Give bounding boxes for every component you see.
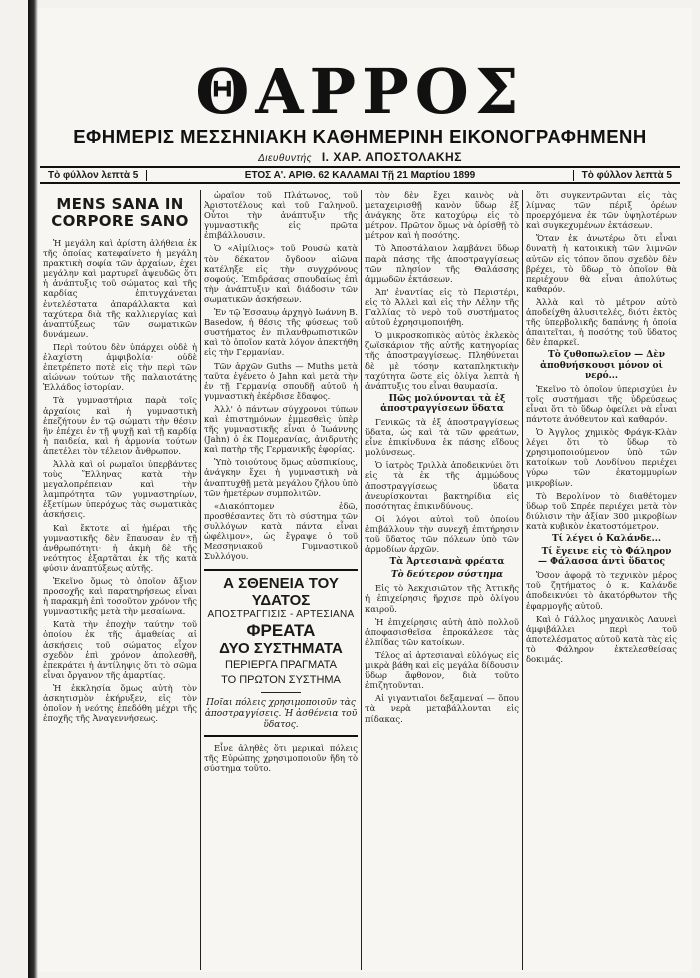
section-subhead: Τί ἔγεινε εἰς τὸ Φάληρον — Φάλασσα ἀντὶ ὕδατος (538, 547, 672, 568)
short-rule (261, 692, 301, 693)
paragraph: Τέλος αἱ ἀρτεσιαναὶ εὐλόγως εἰς μικρὰ βάθη καὶ εἰς μεγάλα δίδουσιν ὕδωρ ἄφθονον, διὰ τοῦτο ἐπιζητοῦνται. (365, 649, 519, 691)
director-name: Ι. ΧΑΡ. ΑΠΟΣΤΟΛΑΚΗΣ (321, 150, 462, 164)
paragraph: Ἀλλ' ὁ πάντων σύγχρονοι τύπων καὶ ἐπιστημόνων ἐμμεσθεὶς ὑπὲρ τῆς γυμναστικῆς εἶναι ὁ Ἰωάννης (Jahn) ὁ ἐκ Πομερανίας, ἀνιδρυτὴς καὶ πατὴρ τῆς Γερμανικῆς ἐφορίας. (204, 403, 358, 455)
paragraph: Ὁ μικροσκοπικὸς αὐτὸς ἐκλεκὸς ζωϊσκάριον τῆς αὐτῆς κατηγορίας τῆς ἀποστραγγίσεως. Πληθύνεται δὲ μὲ τόσην καταπληκτικὴν ταχύτητα ὥστε εἰς ὀλίγα λεπτὰ ἡ ἀνάπτυξις του εἶναι θαυμασία. (365, 330, 519, 391)
director-line (40, 150, 680, 164)
ad-subtitle: ΑΠΟΣΤΡΑΓΓΙΣΙΣ - ΑΡΤΕΣΙΑΝΑ (207, 609, 355, 621)
price-right: Τὸ φύλλον λεπτὰ 5 (581, 169, 672, 181)
paragraph: Ἐν τῷ Ἐσσαυῳ ἀρχηγὸ Ιωάννη B. Basedow, ἡ θέσις τῆς φύσεως τοῦ συστήματος ἐν πιλανθρωπιστικῶν καὶ τὸ ὁποῖον κατὰ λόγον ἀπεκτήθη εἰς τὴν Γερμανίαν. (204, 307, 358, 358)
article-headline: MENS SANA IN CORPORE SANO (51, 195, 189, 230)
paragraph: Οἱ λόγοι αὐτοὶ τοῦ ὁποίου ἐπιβάλλουν τὴν συνεχῆ ἐπιτήρησιν τοῦ ὕδατος τῶν πόλεων ὑπὸ τῶν ἁρμοδίων ἀρχῶν. (365, 513, 519, 555)
paragraph: Ὅταν ἐκ ἀνωτέρω ὅτι εἶναι δυνατὴ ἡ κατοικικὴ τῶν λιμνῶν αὐτῶν εἰς τόπον ὅπου σχεδὸν δὲν βρέχει, τὸ ὕδωρ τὸ ὁποῖον θὰ περιέχουν θὰ εἶναι ἀπολύτως καθαρόν. (526, 233, 677, 294)
issue-info-bar (40, 166, 680, 184)
price-left: Τὸ φύλλον λεπτὰ 5 (48, 169, 139, 181)
newspaper-title: ΘΑΡΡΟΣ (195, 55, 525, 128)
page-edge-shadow (28, 0, 38, 978)
water-article-header (204, 569, 358, 737)
paragraph: Τὰ γυμναστήρια παρὰ τοῖς ἀρχαίοις καὶ ἡ γυμναστικὴ ἐπεζήτουν ἐν τῷ σώματι τὴν θέσιν ἣν ἐπέχει ἐν τῇ ψυχῇ καὶ τῇ καρδίᾳ ἡ παιδεία, καὶ ἡ ἀρμονία τούτων ἀπετέλει τὸν τέλειον ἄνθρωπον. (43, 395, 197, 456)
paragraph: Τὸ Ἀποστάλαιον λαμβάνει ὕδωρ παρὰ πάσης τῆς ἀποστραγγίσεως τῶν πλησίον τῆς Θαλάσσης ἀμμωδῶν ἐκτάσεων. (365, 243, 519, 284)
article-columns (40, 190, 680, 970)
paragraph: Τῶν ἀρχῶν Guths — Muths μετὰ ταῦτα ἐγένετο ὁ Jahn καὶ μετὰ τὴν ἐν τῇ Γερμανίᾳ σπουδῇ αὐτοῦ ἡ γυμναστικὴ ἐκέρδισε ἔδαφος. (204, 360, 358, 401)
paragraph: Καὶ ἔκτοτε αἱ ἡμέραι τῆς γυμναστικῆς δὲν ἔπαυσαν ἐν τῇ ἀνθρωπότητι· ἡ ἀκμὴ δὲ τῆς νεότητος ἐξαρτᾶται ἐκ τῆς κατὰ φύσιν ἀναπτύξεως αὐτῆς. (43, 522, 197, 573)
paragraph: Ὁ «Αἰμίλιος» τοῦ Ρουσὼ κατὰ τὸν δέκατον ὄγδοον αἰῶνα κατέληξε εἰς τὴν συγχρόνους σοφούς. Ἐπιδράσας σπουδαίως ἐπὶ τὴν ἀνάπτυξιν καὶ διάδοσιν τῶν σωματικῶν ἀσκήσεων. (204, 243, 358, 304)
paragraph: Ὅσον ἀφορᾷ τὸ τεχνικὸν μέρος τοῦ ζητήματος ὁ κ. Καλάνδε ἀποδεικνύει τὸ ἀκατόρθωτον τῆς ἐφαρμογῆς αὐτοῦ. (526, 570, 677, 611)
issue-details: ΕΤΟΣ Α'. ΑΡΙΘ. 62 ΚΑΛΑΜΑΙ Τῇ 21 Μαρτίου 1899 (146, 170, 573, 181)
section-subhead: Πῶς μολύνονται τὰ ἐξ ἀποστραγγίσεων ὕδατα (380, 393, 506, 414)
column-2 (201, 190, 361, 970)
section-subhead: Τὸ δεύτερον σύστημα (390, 570, 504, 581)
paragraph: Ἡ μεγάλη καὶ ἀρίστη ἀλήθεια ἐκ τῆς ὁποίας κατεφαίνετο ἡ μεγάλη πρακτικὴ σοφία τῶν ἀρχαίων, ἐχει μεγάλην καὶ μαρτυρεῖ ἀψευδῶς ὅτι ἡ ἀνάπτυξις τοῦ σώματος καὶ τῆς καρδίας ἐπιτυγχάνεται ἐντελέστατα ἀπαράλλακτα καὶ ταχύτερα διὰ τῆς καλλιεργίας καὶ ἀναπτύξεως τῶν σωματικῶν δυνάμεων. (43, 238, 197, 339)
director-label: Διευθυντής (258, 153, 312, 164)
ad-note: Ποῖαι πόλεις χρησιμοποιοῦν τὰς ἀποστραγγίσεις. Ἡ ἀσθένεια τοῦ ὕδατος. (204, 698, 358, 731)
paragraph: Ἡ ἐπιχείρησις αὐτὴ ἀπὸ πολλοῦ ἀποφασισθεῖσα ἐπροκάλεσε τὰς ἐλπίδας τῶν κατοίκων. (365, 616, 519, 647)
paragraph: Ἡ ἐκκλησία ὅμως αὐτὴ τὸν ἀσκητισμὸν ἐκήρυξεν, εἰς τὸν ὁποῖον ἡ νεότης ἐπεδόθη μέχρι τῆς ἐποχῆς τῆς Ἀναγεννήσεως. (43, 682, 197, 724)
column-4 (523, 190, 680, 970)
paragraph: Περὶ τούτου δὲν ὑπάρχει οὐδὲ ἡ ἐλαχίστη ἀμφιβολία· οὐδὲ ἐπετρέπετο ποτὲ εἰς τὴν περὶ τῶν αἰώνων τούτων τῆς παλαιοτάτης Ἑλλάδος ἱστορίαν. (43, 341, 197, 393)
section-subhead: Τί λέγει ὁ Καλάνδε... (551, 534, 662, 544)
paragraph: Καὶ ὁ Γάλλος μηχανικὸς Λαυνεὶ ἀμφιβάλλει περὶ τοῦ ἀποτελέσματος αὐτοῦ κατὰ τὰς εἰς τὸ Φάληρον ἐκτελεσθείσας δοκιμάς. (526, 613, 677, 665)
paragraph: Ὑπὸ τοιούτους ὅμως αὐσπικίους, ἀνάγκην ἔχει ἡ γυμναστικὴ νὰ ἀναπτυχθῇ μετὰ μεγάλου ζήλου ὑπὸ τῶν ἡμετέρων συμπολιτῶν. (204, 457, 359, 498)
paragraph: Ἀλλὰ καὶ τὸ μέτρον αὐτὸ ἀποδείχθη ἀλυσιτελές, διότι ἐκτὸς τῆς ὑπερβολικῆς δαπάνης ἡ ὁποία ἀπαιτεῖται, ἡ ποσότης τοῦ ὕδατος δὲν ἐπαρκεῖ. (526, 296, 677, 348)
paragraph: «Διακόπτομεν ἐδῶ, προσθέσαντες ὅτι τὸ σύστημα τῶν συλλόγων κατὰ πάντα εἶναι ὠφέλιμον», ὡς ἔγραψε ὁ τοῦ Μεσσηνιακοῦ Γυμναστικοῦ Συλλόγου. (204, 500, 358, 562)
paragraph: Ἐκεῖνο ὅμως τὸ ὁποῖον ἄξιον προσοχῆς καὶ παρατηρήσεως εἶναι ἡ παρακμὴ ἐπὶ τοσοῦτον χρόνον τῆς γυμναστικῆς μετὰ τὴν μεσαίωνα. (43, 576, 197, 617)
section-subhead: Τὸ ζυθοπωλεῖον — Δὲν ἀποθνήσκουσι μόνον οἱ νερό... (540, 350, 665, 381)
paragraph: Εἶνε ἀληθὲς ὅτι μερικαὶ πόλεις τῆς Εὐρώπης χρησιμοποιοῦν ἤδη τὸ σύστημα τοῦτο. (204, 743, 358, 774)
section-subhead: Τὰ Ἀρτεσιανὰ φρέατα (389, 557, 505, 568)
paragraph: Ἀπ' ἐναντίας εἰς τὸ Περιστέρι, εἰς τὸ Ἀλλεὶ καὶ εἰς τὴν Λέλην τῆς Γαλλίας τὸ νερὸ τοῦ συστήματος αὐτοῦ ἐχρησιμοποιήθη. (365, 286, 519, 328)
newspaper-subtitle: ΕΦΗΜΕΡΙΣ ΜΕΣΣΗΝΙΑΚΗ ΚΑΘΗΜΕΡΙΝΗ ΕΙΚΟΝΟΓΡΑΦΗΜΕΝΗ (73, 126, 647, 147)
paragraph: Γενικῶς τὰ ἐξ ἀποστραγγίσεως ὕδατα, ὡς καὶ τὰ τῶν φρεάτων, εἶνε ἐπικίνδυνα ἐκ πάσης εἴδους μολύνσεως. (365, 416, 519, 458)
ad-heading-wells: ΦΡΕΑΤΑ (246, 621, 316, 641)
ad-heading-systems: ΔΥΟ ΣΥΣΤΗΜΑΤΑ (219, 640, 343, 658)
column-1 (40, 190, 200, 970)
paragraph: Εἰς τὸ Ἀεκχισιῶτον τῆς Ἀττικῆς ἡ ἐπιχείρησις ἤρχισε πρὸ ὀλίγου καιροῦ. (365, 583, 519, 614)
masthead (40, 55, 680, 164)
paragraph: Ἐκεῖνο τὸ ὁποῖον ὑπερισχύει ἐν τοῖς συστήμασι τῆς ὑδρεύσεως εἶναι ὅτι τὸ ὕδωρ ὀφείλει νὰ εἶναι πάντοτε ἀνόθευτον καὶ καθαρόν. (526, 383, 677, 424)
ad-line-1: ΠΕΡΙΕΡΓΑ ΠΡΑΓΜΑΤΑ (225, 659, 337, 672)
column-3 (362, 190, 522, 970)
paragraph: Τὸ Βερολίνον τὸ διαθέτομεν ὕδωρ τοῦ Σπρέε περιέχει μετὰ τὸν διύλισιν τὴν ἀξίαν 300 μικροβίων κατὰ κυβικὸν ἑκατοστόμετρον. (526, 490, 677, 531)
paragraph: Ἀλλὰ καὶ οἱ ρωμαῖοι ὑπερβάντες τοὺς Ἕλληνας κατὰ τὴν μεγαλοπρέπειαν καὶ τὴν λαμπρότητα τῶν γυμναστηρίων, ἐξετίμων ὑπερόχως τὰς σωματικὰς ἀσκήσεις. (43, 458, 197, 520)
paragraph: Κατὰ τὴν ἐποχὴν ταύτην τοῦ ὁποίου ἐκ τῆς ἀμαθείας αἱ ἀσκήσεις τοῦ σώματος εἶχον σχεδὸν ἐπὶ χρόνον ἀπολεσθῆ, ἐπεκράτει ἡ ἀντίληψις ὅτι τὸ σῶμα εἶναι ὄργανον τῆς ἁμαρτίας. (43, 619, 197, 680)
paragraph: ὅτι συγκεντρῶνται εἰς τὰς λίμνας τῶν πέριξ ὀρέων προερχόμενα ἐκ τῶν ὑψηλοτέρων καὶ συγκεχυμένων ἐκτάσεων. (526, 190, 677, 231)
paragraph: Ὁ ἰατρὸς Τριλλὰ ἀποδεικνύει ὅτι εἰς τὰ ἐκ τῆς ἀμμώδους ἀποστραγγίσεως ὕδατα ἀνευρίσκονται βακτηρίδια εἰς ποσότητας ἐπικινδύνους. (365, 460, 519, 511)
paragraph: Ὁ Ἀγγλος χημικὸς Φράγκ-Κλὰν λέγει ὅτι τὸ ὕδωρ τὸ χρησιμοποιούμενον ὑπὸ τῶν κατοίκων τοῦ Λονδίνου περιέχει γύρω τῶν ἐκατομμυρίων μικροβίων. (526, 427, 677, 488)
paragraph: ὡραῖον τοῦ Πλάτωνος, τοῦ Ἀριστοτέλους καὶ τοῦ Γαληνοῦ. Οὗτοι τὴν ἀνάπτυξιν τῆς γυμναστικῆς εἰς πρῶτα ἐπιβάλλουσιν. (204, 190, 358, 241)
paragraph: Αἱ γιγαντιαῖοι δεξαμεναί — ὅπου τὰ νερὰ μεταβάλλονται εἰς πίδακας. (365, 693, 519, 724)
ad-line-2: ΤΟ ΠΡΩΤΟΝ ΣΥΣΤΗΜΑ (221, 674, 341, 687)
ad-title: Α ΣΘΕΝΕΙΑ ΤΟΥ ΥΔΑΤΟΣ (223, 575, 339, 610)
paragraph: τὸν δὲν ἔχει καινὸς νὰ μεταχειρισθῇ κανὸν ὕδωρ ἐξ ἀνάγκης ὅτε κατοχύρῳ εἰς τὸ μέτρον. Πρῶτον ὅμως νὰ ὁρίσθῇ τὸ μέτρον καὶ ἡ ποσότης. (365, 190, 519, 241)
